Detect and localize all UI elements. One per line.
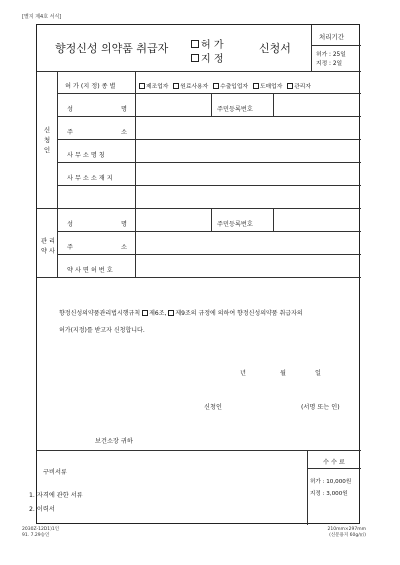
checkbox[interactable]	[253, 83, 259, 89]
office-address-label: 사 무 소 소 재 지	[67, 175, 113, 182]
pharmacist-address-field[interactable]	[137, 233, 359, 252]
documents-heading: 구비서류	[43, 469, 67, 476]
checkbox[interactable]	[213, 83, 219, 89]
form-label: [별지 제4호 서식]	[22, 14, 62, 20]
fee-permit: 허가 : 10,000원	[310, 479, 352, 485]
form-frame	[29, 24, 360, 524]
date-day: 일	[315, 370, 321, 377]
processing-permit: 허가 : 25일	[316, 52, 346, 58]
option-designate-label: 지 정	[201, 54, 224, 65]
license-number-label: 약 사 면 허 번 호	[67, 267, 113, 274]
pharmacist-side-label: 관 리 약 사	[41, 238, 55, 255]
title-suffix: 신청서	[259, 42, 291, 55]
date-year: 년	[240, 370, 246, 377]
type-manufacturer[interactable]: 제조업자	[139, 84, 168, 90]
documents-item-2: 2. 이력서	[29, 506, 55, 513]
type-importer-exporter[interactable]: 수출입업자	[213, 84, 248, 90]
license-number-field[interactable]	[137, 256, 359, 275]
applicant-idno-label: 주민등록번호	[217, 106, 253, 113]
signature-label: 신청인	[204, 404, 222, 411]
date-month: 월	[280, 370, 286, 377]
checkbox[interactable]	[173, 83, 179, 89]
applicant-name-field[interactable]	[137, 95, 209, 114]
checkbox[interactable]	[139, 83, 145, 89]
pharmacist-idno-label: 주민등록번호	[217, 221, 253, 228]
statement-line-2: 허가(지정)를 받고자 신청합니다.	[59, 327, 145, 334]
processing-designate: 지정 : 2일	[316, 61, 343, 67]
footer-right: 210mm×297mm (신문용지 60g/㎡)	[327, 527, 366, 538]
applicant-address-label: 주 소	[67, 129, 127, 136]
applicant-idno-field[interactable]	[275, 95, 359, 114]
option-permit[interactable]	[191, 36, 224, 51]
recipient: 보건소장 귀하	[95, 438, 133, 445]
fee-heading: 수 수 료	[323, 459, 345, 466]
option-permit-label: 허 가	[201, 40, 224, 51]
office-name-label: 사 무 소 명 칭	[67, 152, 105, 159]
applicant-address-field[interactable]	[137, 118, 359, 137]
option-designate[interactable]	[191, 50, 224, 65]
processing-heading: 처리기간	[319, 33, 345, 41]
statement-line-1: 향정신성의약품관리법시행규칙 제6조, 제9조의 규정에 의하여 향정신성의약품 취급자의	[59, 310, 303, 317]
permit-checkbox[interactable]	[191, 40, 199, 48]
title-prefix: 향정신성 의약품 취급자	[55, 42, 169, 55]
office-name-field[interactable]	[137, 141, 359, 160]
footer-left: 2030Z-12D1)1인 91. 7.29승인	[22, 527, 60, 538]
article6-checkbox[interactable]	[142, 310, 148, 316]
pharmacist-idno-field[interactable]	[275, 210, 359, 229]
applicant-name-label: 성 명	[67, 106, 127, 113]
pharmacist-address-label: 주 소	[67, 244, 127, 251]
applicant-side-label: 신 청 인	[43, 126, 51, 154]
type-manager[interactable]: 관리자	[287, 84, 311, 90]
article9-checkbox[interactable]	[168, 310, 174, 316]
pharmacist-name-label: 성 명	[67, 221, 127, 228]
fee-designate: 지정 : 3,000원	[310, 491, 348, 497]
type-label: 허 가 (지 정) 종 별	[65, 83, 116, 90]
documents-item-1: 1. 자격에 관한 서류	[29, 492, 83, 499]
pharmacist-name-field[interactable]	[137, 210, 209, 229]
office-address-field[interactable]	[137, 164, 359, 183]
type-raw-material-user[interactable]: 원료사용자	[173, 84, 208, 90]
checkbox[interactable]	[287, 83, 293, 89]
type-options	[139, 81, 311, 90]
designate-checkbox[interactable]	[191, 54, 199, 62]
signature-note: (서명 또는 인)	[301, 404, 340, 411]
type-wholesaler[interactable]: 도매업자	[253, 84, 282, 90]
